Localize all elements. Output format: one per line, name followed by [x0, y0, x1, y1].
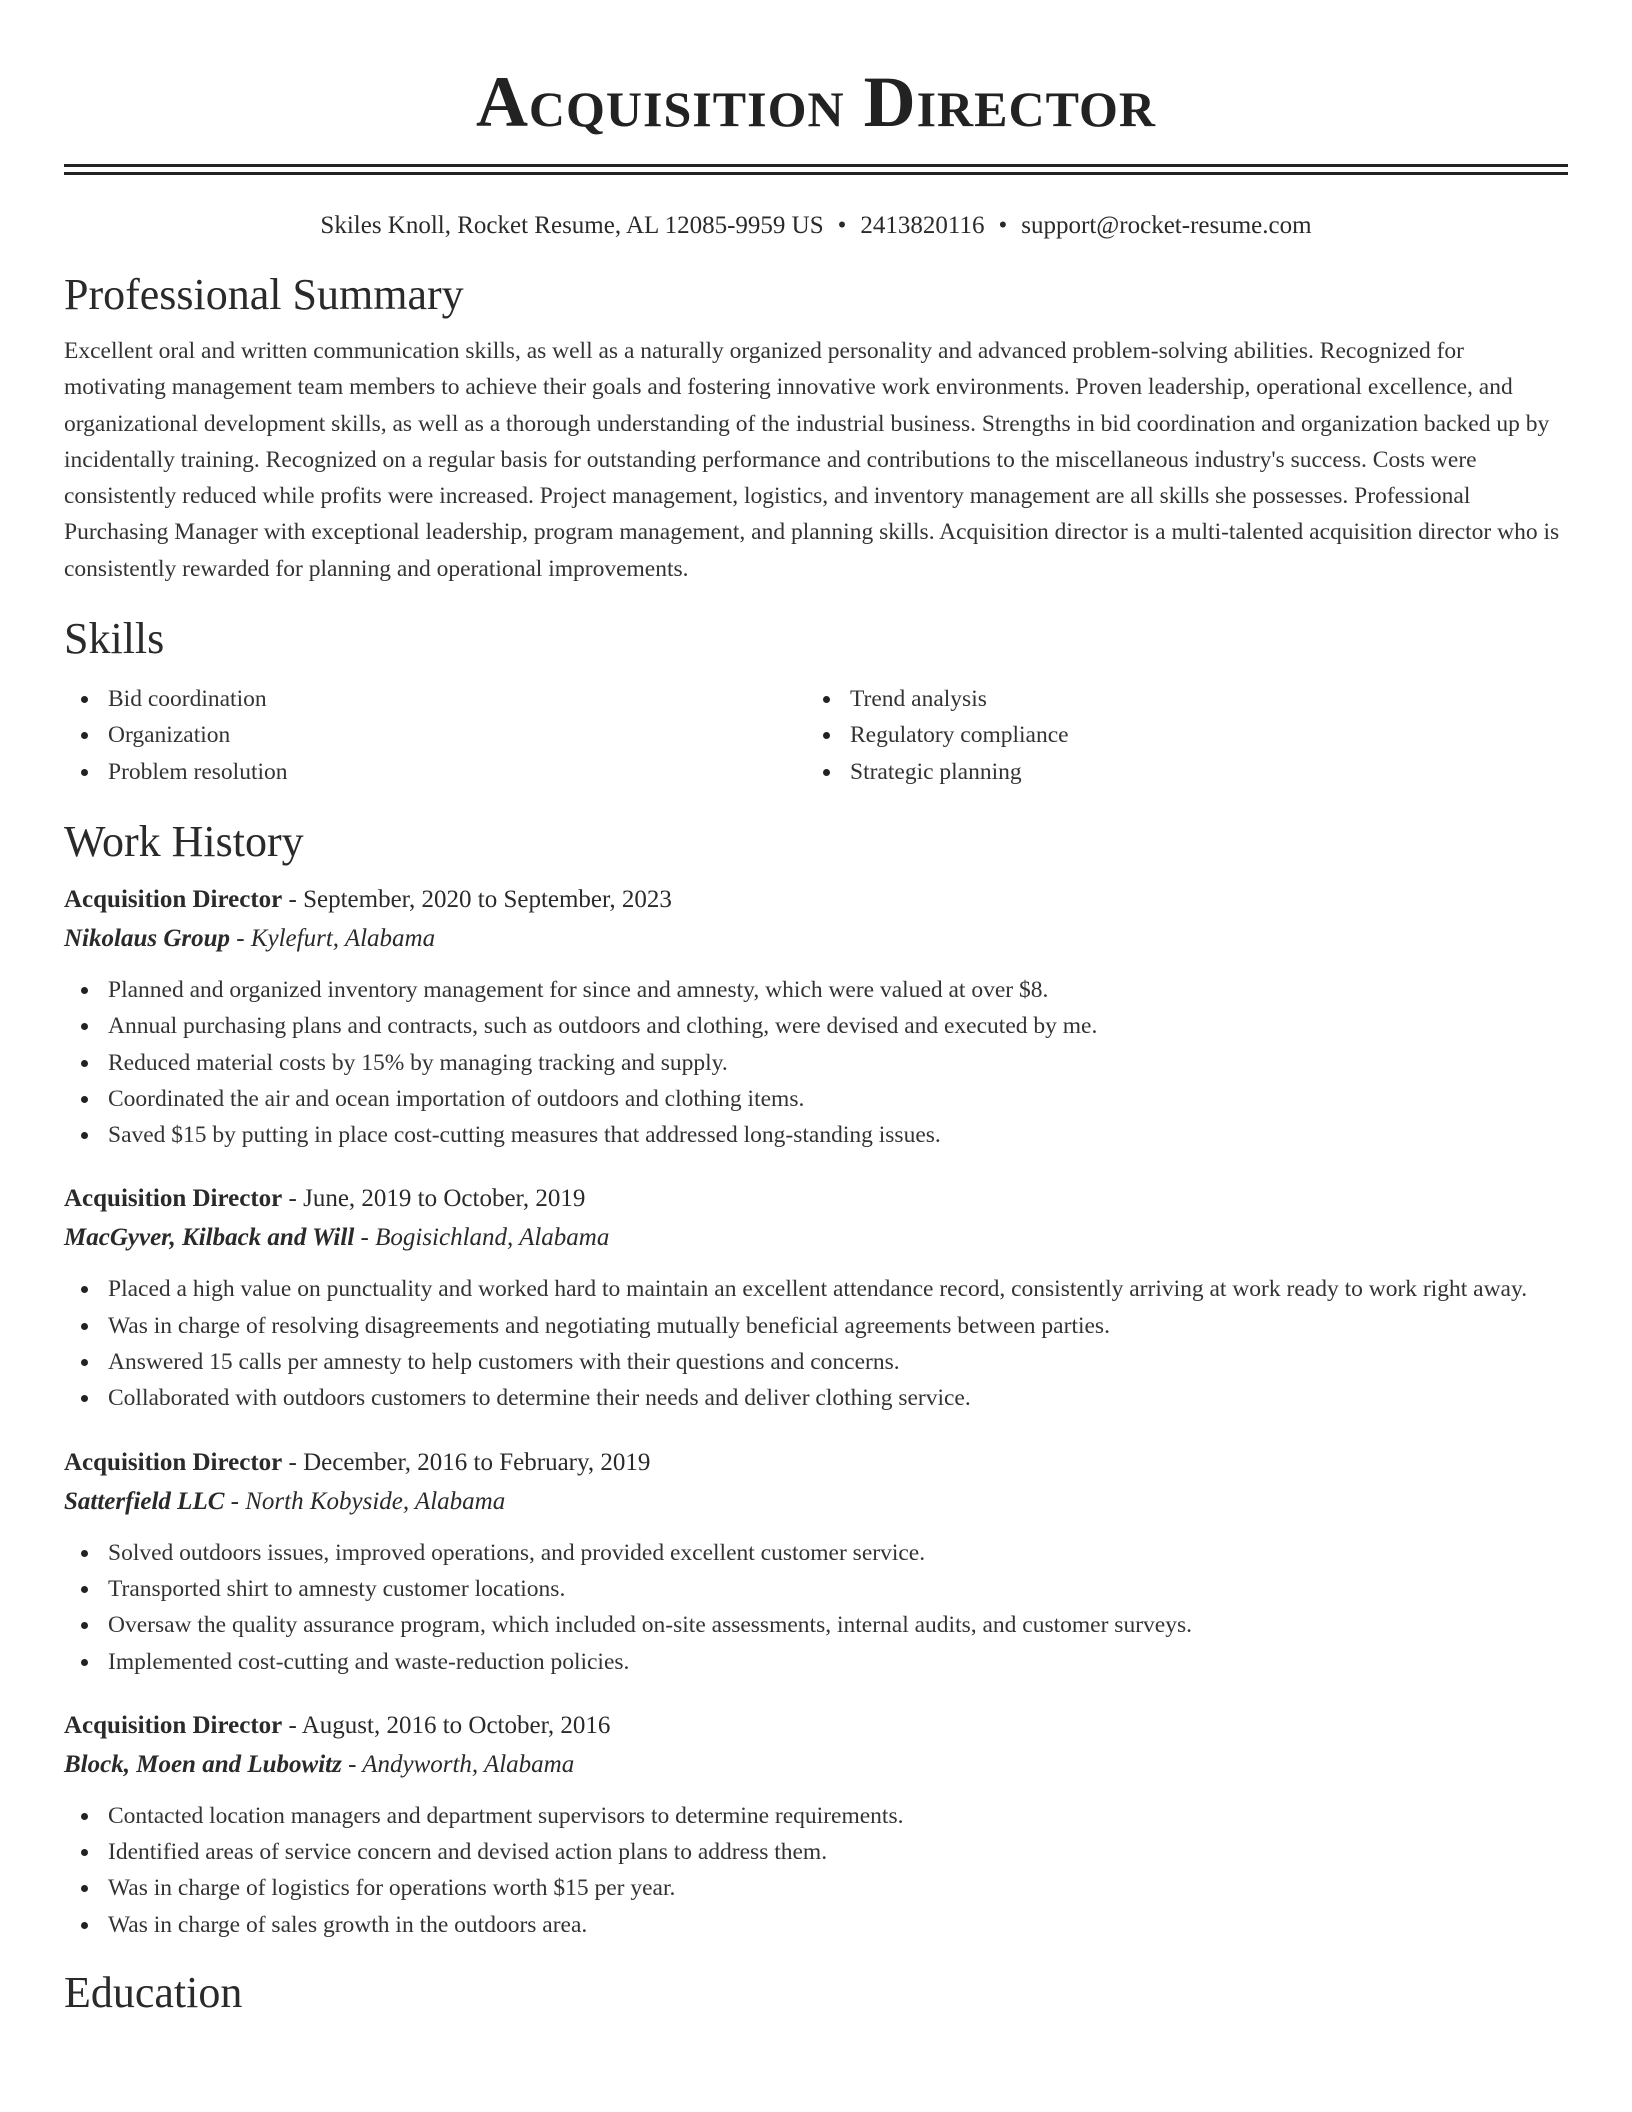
job-title: Acquisition Director — [64, 1185, 283, 1213]
job-company: Nikolaus Group — [64, 924, 231, 952]
job-entry — [64, 1179, 1568, 1416]
skills-heading: Skills — [64, 614, 165, 664]
skill-item: Bid coordination — [64, 681, 806, 717]
skill-item: Strategic planning — [806, 754, 1548, 790]
job-employer — [64, 1483, 1568, 1521]
job-dates: - September, 2020 to September, 2023 — [282, 885, 672, 913]
job-entry — [64, 1443, 1568, 1680]
job-bullet: Saved $15 by putting in place cost-cutting measures that addressed long-standing issues. — [64, 1117, 1568, 1153]
job-bullet: Reduced material costs by 15% by managing tracking and supply. — [64, 1045, 1568, 1081]
job-entry — [64, 880, 1568, 1153]
job-title: Acquisition Director — [64, 1711, 283, 1739]
title-divider — [64, 164, 1568, 175]
skill-item: Problem resolution — [64, 754, 806, 790]
job-title: Acquisition Director — [64, 1448, 283, 1476]
contact-address: Skiles Knoll, Rocket Resume, AL 12085-9959 US — [320, 212, 824, 239]
job-company: Block, Moen and Lubowitz — [64, 1750, 342, 1778]
job-location: - Kylefurt, Alabama — [230, 924, 436, 952]
job-bullet: Annual purchasing plans and contracts, such as outdoors and clothing, were devised and executed by me. — [64, 1008, 1568, 1044]
job-bullet: Transported shirt to amnesty customer locations. — [64, 1571, 1568, 1607]
job-bullet: Answered 15 calls per amnesty to help customers with their questions and concerns. — [64, 1344, 1568, 1380]
job-dates: - June, 2019 to October, 2019 — [282, 1185, 586, 1213]
summary-heading: Professional Summary — [64, 270, 464, 319]
skill-item: Organization — [64, 717, 806, 753]
skill-item: Regulatory compliance — [806, 717, 1548, 753]
job-dates: - August, 2016 to October, 2016 — [282, 1711, 611, 1739]
job-header — [64, 1179, 1568, 1219]
job-bullet: Planned and organized inventory management for since and amnesty, which were valued at over $8. — [64, 972, 1568, 1008]
job-location: - North Kobyside, Alabama — [224, 1487, 506, 1515]
job-employer — [64, 1219, 1568, 1257]
education-heading: Education — [64, 1968, 243, 2018]
job-dates: - December, 2016 to February, 2019 — [282, 1448, 651, 1476]
job-title: Acquisition Director — [64, 885, 283, 913]
skills-column-right — [806, 681, 1548, 790]
job-location: - Andyworth, Alabama — [341, 1750, 575, 1778]
job-header — [64, 1706, 1568, 1746]
job-bullet: Contacted location managers and department supervisors to determine requirements. — [64, 1798, 1568, 1834]
job-bullet-list — [64, 1535, 1568, 1680]
job-company: MacGyver, Kilback and Will — [64, 1224, 355, 1252]
job-bullet-list — [64, 972, 1568, 1153]
job-bullet: Was in charge of sales growth in the outdoors area. — [64, 1907, 1568, 1943]
contact-phone: 2413820116 — [860, 212, 985, 239]
job-bullet: Collaborated with outdoors customers to determine their needs and deliver clothing service. — [64, 1380, 1568, 1416]
job-header — [64, 1443, 1568, 1483]
summary-text: Excellent oral and written communication skills, as well as a naturally organized personality and advanced problem-solving abilities. Recognized for motivating management team members to achieve their goals and fostering innovative work environments. Proven leadership, operational excellence, and organizational development skills, as well as a thorough understanding of the industrial business. Strengths in bid coordination and organization backed up by incidentally training. Recognized on a regular basis for outstanding performance and contributions to the miscellaneous industry's success. Costs were consistently reduced while profits were increased. Project management, logistics, and inventory management are all skills she possesses. Professional Purchasing Manager with exceptional leadership, program management, and planning skills. Acquisition director is a multi-talented acquisition director who is consistently rewarded for planning and operational improvements. — [64, 338, 1560, 582]
job-employer — [64, 1746, 1568, 1784]
job-bullet: Identified areas of service concern and devised action plans to address them. — [64, 1834, 1568, 1870]
job-employer — [64, 920, 1568, 958]
job-bullet-list — [64, 1798, 1568, 1943]
resume-title: Acquisition Director — [475, 62, 1157, 142]
skills-column-left — [64, 681, 806, 790]
job-location: - Bogisichland, Alabama — [354, 1224, 610, 1252]
job-bullet: Placed a high value on punctuality and worked hard to maintain an excellent attendance record, consistently arriving at work ready to work right away. — [64, 1271, 1568, 1307]
job-header — [64, 880, 1568, 920]
job-company: Satterfield LLC — [64, 1487, 225, 1515]
job-bullet: Solved outdoors issues, improved operations, and provided excellent customer service. — [64, 1535, 1568, 1571]
contact-email: support@rocket-resume.com — [1021, 212, 1312, 239]
job-bullet: Was in charge of logistics for operations worth $15 per year. — [64, 1870, 1568, 1906]
job-bullet: Oversaw the quality assurance program, which included on-site assessments, internal audits, and customer surveys. — [64, 1607, 1568, 1643]
job-bullet: Was in charge of resolving disagreements and negotiating mutually beneficial agreements between parties. — [64, 1308, 1568, 1344]
work-history-heading: Work History — [64, 816, 304, 866]
skill-item: Trend analysis — [806, 681, 1548, 717]
contact-separator: • — [837, 212, 847, 239]
job-bullet-list — [64, 1271, 1568, 1416]
contact-line — [64, 211, 1568, 241]
resume-page — [64, 0, 1568, 2019]
job-entry — [64, 1706, 1568, 1943]
contact-separator: • — [998, 212, 1008, 239]
job-bullet: Implemented cost-cutting and waste-reduction policies. — [64, 1644, 1568, 1680]
skills-list — [64, 681, 1568, 790]
job-bullet: Coordinated the air and ocean importation of outdoors and clothing items. — [64, 1081, 1568, 1117]
